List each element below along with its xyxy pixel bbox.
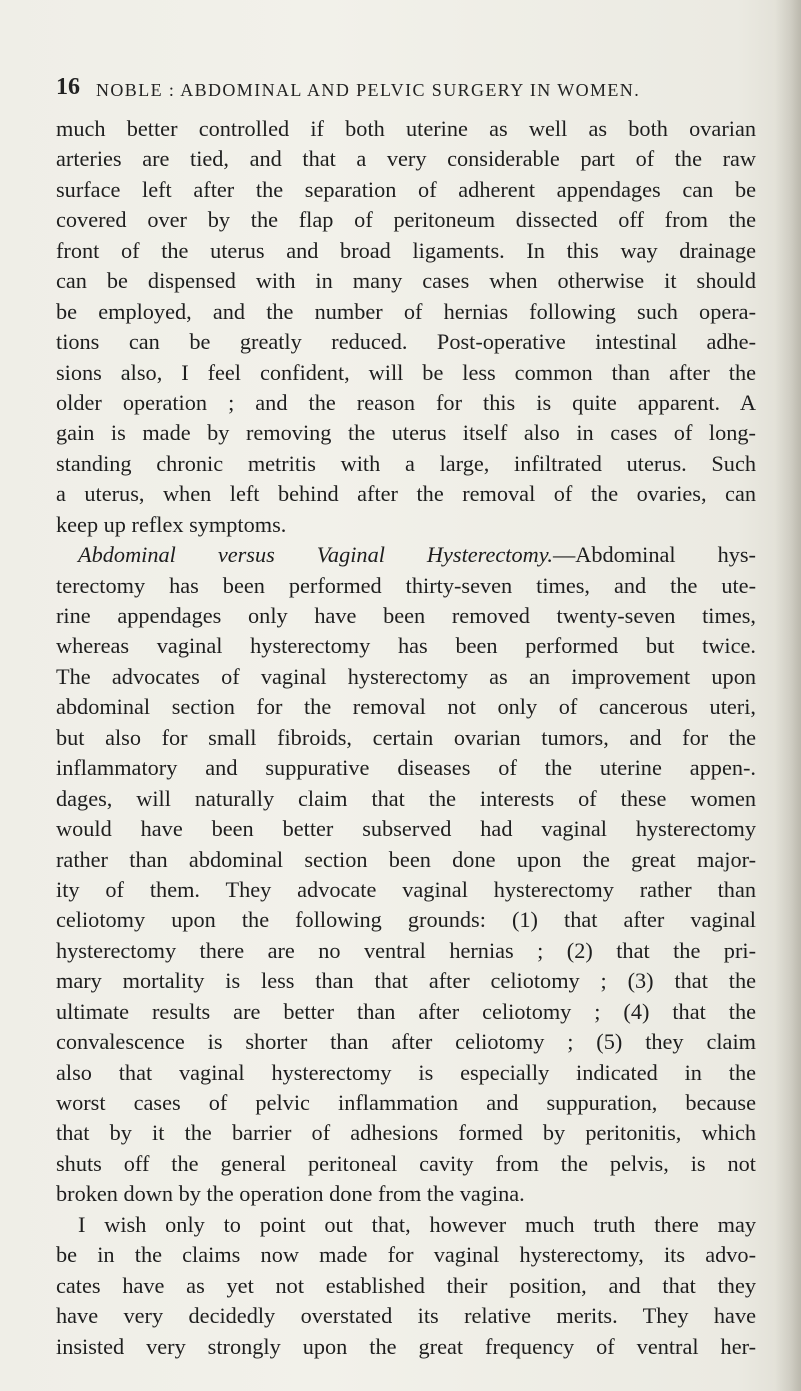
text-line: standing chronic metritis with a large, infiltrated uterus. Such: [56, 450, 756, 476]
text-line: insisted very strongly upon the great frequency of ventral her-: [56, 1333, 756, 1359]
text-line: celiotomy upon the following grounds: (1) that after vaginal: [56, 907, 756, 933]
text-line: surface left after the separation of adherent appendages can be: [56, 176, 756, 202]
text-line: tions can be greatly reduced. Post-operative intestinal adhe-: [56, 329, 756, 355]
text-line: have very decidedly overstated its relative merits. They have: [56, 1303, 756, 1329]
text-line: rine appendages only have been removed twenty-seven times,: [56, 603, 756, 628]
text-line: covered over by the flap of peritoneum dissected off from the: [56, 207, 756, 233]
text-line: be employed, and the number of hernias following such opera-: [56, 298, 756, 324]
text-line: that by it the barrier of adhesions formed by peritonitis, which: [56, 1120, 756, 1146]
text-line: rather than abdominal section been done upon the great major-: [56, 846, 756, 872]
section-first-line-text: —Abdominal hys-: [552, 542, 756, 568]
page-header: [56, 74, 756, 108]
text-line: gain is made by removing the uterus itself also in cases of long-: [56, 420, 756, 446]
text-line: The advocates of vaginal hysterectomy as an improvement upon: [56, 663, 756, 689]
text-line: shuts off the general peritoneal cavity from the pelvis, is not: [56, 1150, 756, 1176]
section-first-line: [56, 540, 756, 570]
text-line: I wish only to point out that, however much truth there may: [78, 1211, 756, 1237]
text-line: cates have as yet not established their position, and that they: [56, 1272, 756, 1298]
text-line: worst cases of pelvic inflammation and suppuration, because: [56, 1090, 756, 1115]
text-line: hysterectomy there are no ventral hernias ; (2) that the pri-: [56, 937, 756, 963]
running-head: NOBLE : ABDOMINAL AND PELVIC SURGERY IN WOMEN.: [96, 80, 641, 100]
text-line: ultimate results are better than after celiotomy ; (4) that the: [56, 998, 756, 1024]
text-line: also that vaginal hysterectomy is especially indicated in the: [56, 1059, 756, 1085]
text-line: convalescence is shorter than after celiotomy ; (5) they claim: [56, 1029, 756, 1055]
text-line: be in the claims now made for vaginal hysterectomy, its advo-: [56, 1242, 756, 1268]
text-line: older operation ; and the reason for this is quite apparent. A: [56, 389, 756, 415]
page-number: 16: [56, 74, 80, 100]
text-line: mary mortality is less than that after celiotomy ; (3) that the: [56, 968, 756, 994]
text-line: terectomy has been performed thirty-seven times, and the ute-: [56, 572, 756, 598]
text-line: inflammatory and suppurative diseases of the uterine appen-.: [56, 755, 756, 781]
text-line: abdominal section for the removal not only of cancerous uteri,: [56, 694, 756, 720]
text-line: front of the uterus and broad ligaments. In this way drainage: [56, 237, 756, 263]
text-line: keep up reflex symptoms.: [56, 511, 287, 537]
text-line: arteries are tied, and that a very considerable part of the raw: [56, 146, 756, 172]
text-line: but also for small fibroids, certain ovarian tumors, and for the: [56, 724, 756, 750]
section-heading: Abdominal versus Vaginal Hysterectomy.: [78, 542, 553, 568]
text-line: whereas vaginal hysterectomy has been performed but twice.: [56, 633, 756, 659]
text-line: broken down by the operation done from the vagina.: [56, 1181, 525, 1207]
body-text: [56, 114, 756, 1362]
text-line: can be dispensed with in many cases when otherwise it should: [56, 268, 756, 294]
text-line: a uterus, when left behind after the removal of the ovaries, can: [56, 481, 756, 507]
text-line: would have been better subserved had vaginal hysterectomy: [56, 816, 756, 842]
text-line: ity of them. They advocate vaginal hysterectomy rather than: [56, 876, 756, 902]
text-line: dages, will naturally claim that the interests of these women: [56, 785, 756, 811]
text-line: sions also, I feel confident, will be less common than after the: [56, 359, 756, 385]
text-line: much better controlled if both uterine as well as both ovarian: [56, 116, 756, 141]
page-edge-shadow: [775, 0, 801, 1391]
